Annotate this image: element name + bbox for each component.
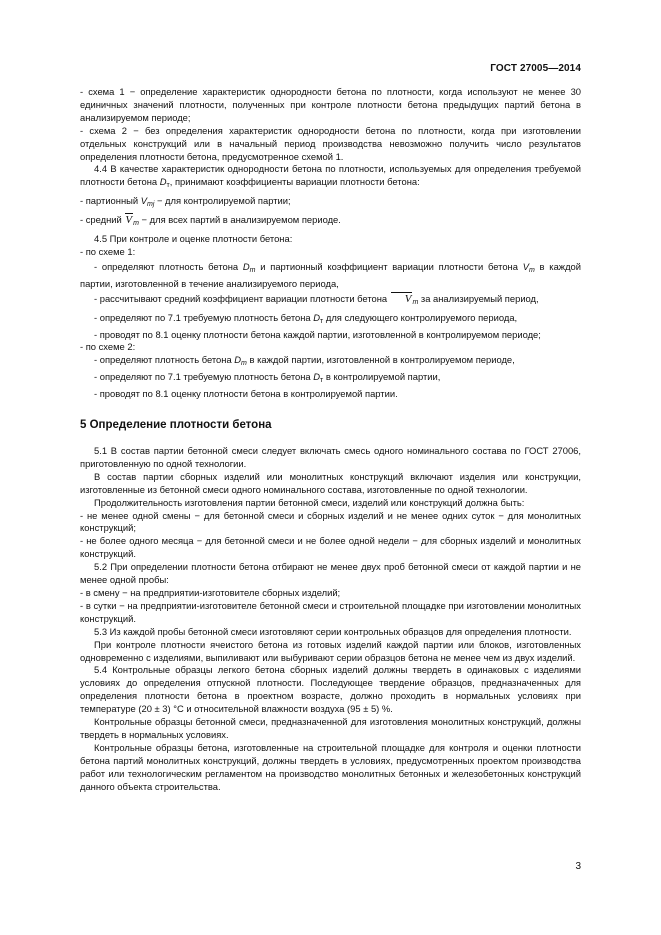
text-run: − для контролируемой партии; xyxy=(154,195,291,207)
text-run: , принимают коэффициенты вариации плотности бетона: xyxy=(169,176,420,188)
paragraph: - в сутки − на предприятии-изготовителе бетонной смеси и строительной площадке при изготовлении монолитных конструкций. xyxy=(80,599,581,624)
paragraph: Контрольные образцы бетонной смеси, предназначенной для изготовления монолитных конструкций, должны твердеть в нормальных условиях. xyxy=(80,716,581,740)
paragraph xyxy=(80,312,581,329)
paragraph xyxy=(80,163,581,193)
paragraph: - проводят по 8.1 оценку плотности бетона в контролируемой партии. xyxy=(94,388,398,400)
paragraph: 5.2 При определении плотности бетона отбирают не менее двух проб бетонной смеси от каждой партии и не менее одной пробы: xyxy=(80,561,581,586)
document-header: ГОСТ 27005—2014 xyxy=(490,63,581,74)
paragraph: Продолжительность изготовления партии бетонной смеси, изделий или конструкций должна быть: xyxy=(94,496,525,508)
variable: V xyxy=(140,195,147,207)
text-run: - определяют плотность бетона xyxy=(94,354,235,366)
variable: D xyxy=(313,311,321,323)
paragraph xyxy=(80,371,581,388)
variable: D xyxy=(242,260,250,272)
text-run: - партионный xyxy=(80,195,141,207)
paragraph xyxy=(80,354,581,371)
variable-overline: V xyxy=(125,214,133,227)
paragraph: - по схеме 2: xyxy=(80,341,136,353)
text-run: для следующего контролируемого периода, xyxy=(323,311,518,323)
paragraph: При контроле плотности ячеистого бетона из готовых изделий каждой партии или блоков, изготовленных одновременно с изделиями, выпиливают или выбуривают серии образцов бетона не менее чем из двух изделий. xyxy=(80,638,581,663)
subscript: mj xyxy=(146,201,155,209)
subscript: m xyxy=(528,266,535,274)
paragraph: 5.3 Из каждой пробы бетонной смеси изготовляют серии контрольных образцов для определения плотности. xyxy=(94,625,572,637)
page-number: 3 xyxy=(575,861,581,872)
text-run: в контролируемой партии, xyxy=(323,371,441,383)
text-run: в каждой партии, изготовленной в течение анализируемого периода, xyxy=(80,260,582,289)
paragraph xyxy=(80,195,581,212)
variable: D xyxy=(313,371,321,383)
variable-overline: V xyxy=(390,293,413,306)
variable: D xyxy=(159,176,167,188)
paragraph: Контрольные образцы бетона, изготовленные на строительной площадке для контроля и оценки плотности бетона партий монолитных конструкций, должны твердеть в условиях, предусмотренных проектом производства работ или технологическим регламентом на производство монолитных бетонных и железобетонных конструкций данного объекта строительства. xyxy=(80,741,581,792)
paragraph xyxy=(80,261,581,291)
paragraph: 5.1 В состав партии бетонной смеси следует включать смесь одного номинального состава по ГОСТ 27006, приготовленную по одной технологии. xyxy=(80,445,581,469)
text-run: - рассчитывают средний коэффициент вариации плотности бетона xyxy=(94,292,390,304)
text-run: и партионный коэффициент вариации плотности бетона xyxy=(255,260,523,272)
document-body xyxy=(80,86,581,794)
paragraph: - не менее одной смены − для бетонной смеси и сборных изделий и не менее одних суток − для монолитных конструкций; xyxy=(80,509,581,534)
section-heading: 5 Определение плотности бетона xyxy=(80,419,272,432)
subscript: т xyxy=(320,317,324,325)
variable: D xyxy=(234,354,242,366)
subscript: m xyxy=(412,298,419,306)
paragraph xyxy=(80,214,581,231)
subscript: т xyxy=(166,182,170,190)
paragraph: В состав партии сборных изделий или монолитных конструкций включают изделия или конструкции, изготовленные из бетонной смеси одного номинального состава, изготовленные по одной технологии. xyxy=(80,470,581,495)
paragraph xyxy=(80,293,581,310)
text-run: - средний xyxy=(80,214,125,226)
subscript: m xyxy=(241,360,247,368)
paragraph: 4.5 При контроле и оценке плотности бетона: xyxy=(94,233,293,245)
subscript: m xyxy=(249,266,256,274)
text-run: - определяют по 7.1 требуемую плотность бетона xyxy=(94,311,314,323)
paragraph: - проводят по 8.1 оценку плотности бетона каждой партии, изготовленной в контролируемом периоде; xyxy=(94,328,541,340)
text-run: - определяют плотность бетона xyxy=(94,260,243,272)
variable: V xyxy=(522,260,529,272)
subscript: m xyxy=(133,220,139,228)
text-run: за анализируемый период, xyxy=(418,292,539,304)
text-run: в каждой партии, изготовленной в контролируемом периоде, xyxy=(246,354,515,366)
text-run: 4.4 В качестве характеристик однородности бетона по плотности, используемых для определения требуемой плотности бетона xyxy=(80,163,581,188)
paragraph: - по схеме 1: xyxy=(80,245,136,257)
paragraph: - в смену − на предприятии-изготовителе сборных изделий; xyxy=(80,587,341,598)
paragraph: - схема 1 − определение характеристик однородности бетона по плотности, когда используют не менее 30 единичных значений плотности, полученных при контроле плотности бетона предыдущих партий бетона в анализируемом периоде; xyxy=(80,86,581,123)
text-run: − для всех партий в анализируемом периоде. xyxy=(138,214,341,226)
text-run: - определяют по 7.1 требуемую плотность бетона xyxy=(94,371,314,383)
paragraph: - не более одного месяца − для бетонной смеси и не более одной недели − для сборных изделий и монолитных конструкций. xyxy=(80,535,581,560)
paragraph: 5.4 Контрольные образцы легкого бетона сборных изделий должны твердеть в одинаковых с изделиями условиях до определения отпускной плотности. Последующее твердение образцов, предназначенных для определения плотности бетона в проектном возрасте, должно проходить в нормальных условиях при температуре (20 ± 3) °С и относительной влажности воздуха (95 ± 5) %. xyxy=(80,664,581,715)
paragraph: - схема 2 − без определения характеристик однородности бетона по плотности, когда при изготовлении отдельных конструкций или в начальный период производства невозможно получить число результатов определения плотности бетона, предусмотренное схемой 1. xyxy=(80,124,581,162)
subscript: т xyxy=(320,377,324,385)
